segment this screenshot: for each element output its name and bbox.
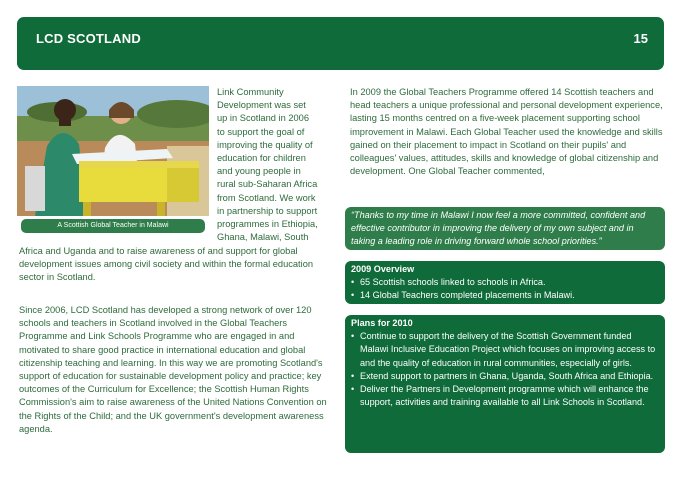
overview-title: 2009 Overview xyxy=(351,264,415,274)
network-paragraph: Since 2006, LCD Scotland has developed a strong network of over 120 schools and teachers in Scotland involved in the Global Teachers Programme and Link Schools Programme who are engaged in and motivated to share good practice in international education and global citizenship teaching and learning. In this way we are promoting Scotland's support of education for sustainable development policy and practice; key outcomes of the Curriculum for Excellence; the Scottish Human Rights Commission's aim to raise awareness of the United Nations Convention on the Rights of the Child; and the UK government's development awareness agenda. xyxy=(19,305,327,434)
intro-line: from Scotland. We work xyxy=(217,192,316,203)
overview-box xyxy=(345,261,665,304)
intro-paragraph-top xyxy=(217,86,337,244)
overview-list xyxy=(351,276,659,302)
list-item: • Extend support to partners in Ghana, Uganda, South Africa and Ethiopia. xyxy=(351,370,659,383)
teacher-photo xyxy=(17,86,209,216)
teacher-quote: “Thanks to my time in Malawi I now feel a more committed, confident and effective contributor in improving the delivery of my own subject and in taking a leading role in driving forward whole school priorities.” xyxy=(345,207,665,250)
page-header xyxy=(17,17,664,70)
gtp-paragraph: In 2009 the Global Teachers Programme offered 14 Scottish teachers and head teachers a unique professional and personal development experience, lasting 15 months centred on a five-week placement supporting school improvement in Malawi. Each Global Teacher used the knowledge and skills gained on their placement to impact in Scotland on their pupils' and colleagues' values, attitudes, skills and knowledge of global citizenship and development. One Global Teacher commented, xyxy=(350,87,663,177)
list-item: • Continue to support the delivery of the Scottish Government funded Malawi Inclusive Education Project which focuses on improving access to and the quality of education in rural communities, especially of girls. xyxy=(351,330,659,370)
intro-line: Link Community xyxy=(217,87,284,97)
plans-title: Plans for 2010 xyxy=(351,318,413,328)
intro-line: education for children xyxy=(217,153,306,164)
intro-line: and young people in xyxy=(217,166,301,177)
list-item: • Deliver the Partners in Development programme which will enhance the support, activities and training available to all Link Schools in Scotland. xyxy=(351,383,659,409)
section-title: LCD SCOTLAND xyxy=(36,31,141,46)
photo-illustration xyxy=(17,86,209,216)
intro-line: Development was set xyxy=(217,100,306,111)
intro-line: programmes in Ethiopia, xyxy=(217,219,318,230)
list-item: • 65 Scottish schools linked to schools in Africa. xyxy=(351,276,659,289)
intro-line: in partnership to support xyxy=(217,205,318,216)
list-item: • 14 Global Teachers completed placements in Malawi. xyxy=(351,289,659,302)
intro-line: rural sub-Saharan Africa xyxy=(217,179,318,190)
intro-line: improving the quality of xyxy=(217,139,313,150)
plans-list xyxy=(351,330,659,409)
intro-line: up in Scotland in 2006 xyxy=(217,113,310,124)
intro-line: to support the goal of xyxy=(217,126,305,137)
plans-box xyxy=(345,315,665,453)
intro-paragraph-continued: Africa and Uganda and to raise awareness of and support for global development issues among civil society and within the formal education sector in Scotland. xyxy=(19,246,314,283)
intro-line: Ghana, Malawi, South xyxy=(217,232,309,243)
photo-caption: A Scottish Global Teacher in Malawi xyxy=(21,219,205,233)
page-number: 15 xyxy=(633,31,648,46)
